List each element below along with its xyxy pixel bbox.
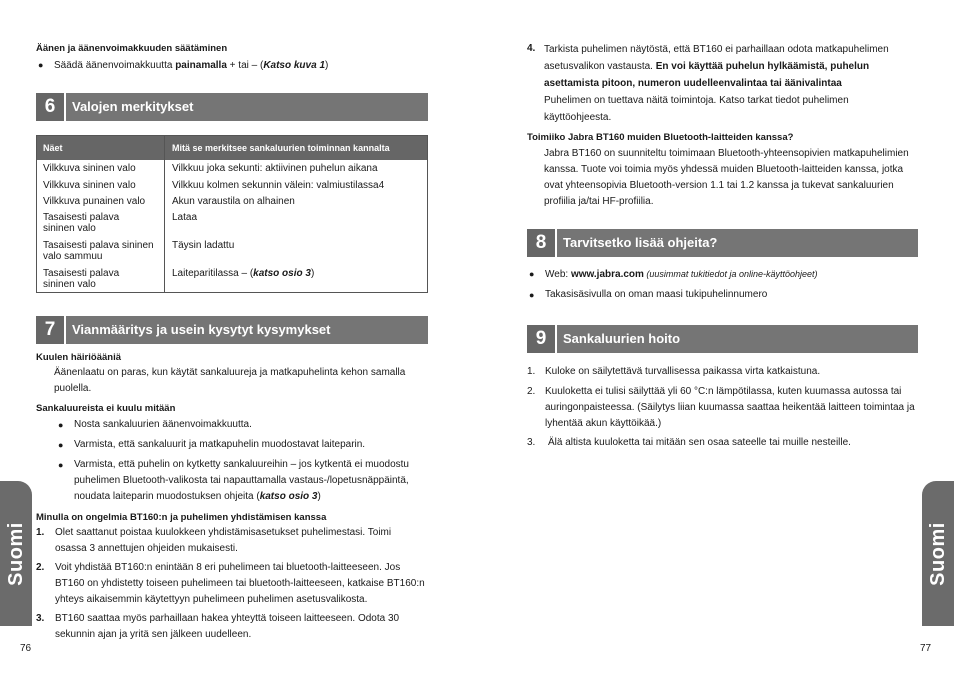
table-cell: Vilkkuu kolmen sekunnin välein: valmiustilassa4 xyxy=(172,180,385,191)
list-number: 2. xyxy=(36,562,45,573)
no-sound-heading: Sankaluureista ei kuulu mitään xyxy=(36,403,176,414)
noise-heading: Kuulen häiriöääniä xyxy=(36,352,121,363)
help-web: Web: www.jabra.com (uusimmat tukitiedot ja online-käyttöohjeet) xyxy=(545,269,818,280)
other-devices-heading: Toimiiko Jabra BT160 muiden Bluetooth-laitteiden kanssa? xyxy=(527,132,794,143)
item-4-text: Tarkista puhelimen näytöstä, että BT160 ei parhaillaan odota matkapuhelimen asetusvalikon vastausta. En voi käyttää puhelun hylkäämistä, puhelun asettamista pitoon, numeron uudelleenvalintaa tai äänivalintaa Puhelimen on tuettava näitä toimintoja. Katso tarkat tiedot puhelimen käyttöohjeesta. xyxy=(544,44,889,123)
section-number: 7 xyxy=(36,316,64,344)
language-tab-label: Suomi xyxy=(927,521,949,586)
care-item: Älä altista kuuloketta tai mitään sen osaa sateelle tai muille nesteille. xyxy=(548,437,851,448)
list-number: 1. xyxy=(36,527,45,538)
volume-bullet-text: Säädä äänenvoimakkuutta painamalla + tai – (Katso kuva 1) xyxy=(54,60,329,71)
section-number: 8 xyxy=(527,229,555,257)
column-divider xyxy=(164,136,165,292)
section-number: 6 xyxy=(36,93,64,121)
section-title: Tarvitsetko lisää ohjeita? xyxy=(557,229,918,257)
connect-heading: Minulla on ongelmia BT160:n ja puhelimen yhdistämisen kanssa xyxy=(36,512,327,523)
section-8-header xyxy=(527,229,918,257)
language-tab-label: Suomi xyxy=(5,521,27,586)
section-6-header xyxy=(36,93,428,121)
table-header-cell: Mitä se merkitsee sankaluurien toiminnan kannalta xyxy=(172,143,390,153)
bullet-icon: ● xyxy=(38,60,44,70)
table-cell: Lataa xyxy=(172,212,198,223)
list-number: 3. xyxy=(36,613,45,624)
table-cell: Vilkkuva sininen valo xyxy=(43,163,136,174)
table-cell: Vilkkuva punainen valo xyxy=(43,196,146,207)
table-cell: Vilkkuu joka sekunti: aktiivinen puhelun aikana xyxy=(172,163,378,174)
list-number: 1. xyxy=(527,366,536,377)
bullet-icon: ● xyxy=(58,420,64,430)
connect-item: BT160 saattaa myös parhaillaan hakea yhteyttä toiseen laitteeseen. Odota 30 sekunnin ajan ja yritä sen jälkeen uudelleen. xyxy=(55,613,400,640)
bullet-icon: ● xyxy=(529,269,535,279)
table-cell: Laiteparitilassa – (katso osio 3) xyxy=(172,268,315,279)
connect-item: Olet saattanut poistaa kuulokkeen yhdistämisasetukset puhelimestasi. Toimi osassa 3 annettujen ohjeiden mukaisesti. xyxy=(55,527,392,554)
table-header-cell: Näet xyxy=(43,143,63,153)
jabra-link[interactable]: www.jabra.com xyxy=(570,269,644,280)
no-sound-bullet: Varmista, että puhelin on kytketty sankaluureihin – jos kytkentä ei muodostu puhelimen Bluetooth-valikosta tai napauttamalla vastaus-/lopetusnäppäintä, noudata laiteparin muodostuksen ohjeita (katso osio 3) xyxy=(74,459,409,502)
table-cell: Tasaisesti palava sininen valo sammuu xyxy=(43,240,154,262)
language-tab xyxy=(0,481,32,626)
table-cell: Täysin ladattu xyxy=(172,240,235,251)
section-number: 9 xyxy=(527,325,555,353)
care-item: Kuuloketta ei tulisi säilyttää yli 60 °C:n lämpötilassa, kuten kuumassa autossa tai auringonpaisteessa. (Säilytys liian kuumassa saattaa heikentää laitteen toimintaa ja lyhentää akun käyttöikää.) xyxy=(545,386,915,429)
section-title: Sankaluurien hoito xyxy=(557,325,918,353)
section-7-header xyxy=(36,316,428,344)
table-cell: Tasaisesti palava sininen valo xyxy=(43,212,120,234)
lights-table xyxy=(36,135,428,293)
list-number: 3. xyxy=(527,437,536,448)
no-sound-bullet: Nosta sankaluurien äänenvoimakkuutta. xyxy=(74,419,252,430)
page-number: 77 xyxy=(920,643,932,654)
other-devices-text: Jabra BT160 on suunniteltu toimimaan Bluetooth-yhteensopivien matkapuhelimien kanssa. Tuote voi toimia myös yhdessä muiden Bluetooth-laitteiden kanssa, jotka ovat yhteensopivia Bluetooth-version 1.1 tai 1.2 kanssa ja tukevat sankaluurien profiilia ja/tai HF-profiilia. xyxy=(544,148,909,207)
table-cell: Tasaisesti palava sininen valo xyxy=(43,268,120,290)
care-item: Kuloke on säilytettävä turvallisessa paikassa virta katkaistuna. xyxy=(545,366,821,377)
section-title: Valojen merkitykset xyxy=(66,93,428,121)
bullet-icon: ● xyxy=(58,440,64,450)
list-number: 4. xyxy=(527,43,536,54)
page-number: 76 xyxy=(20,643,32,654)
connect-item: Voit yhdistää BT160:n enintään 8 eri puhelimeen tai bluetooth-laitteeseen. Jos BT160 on yhdistetty toiseen puhelimeen tai bluetooth-laitteeseen, katkaise BT160:n yhteys aikaisemmin käytettyyn puhelimeen puhelimen asetusvalikosta. xyxy=(55,562,425,605)
bullet-icon: ● xyxy=(529,290,535,300)
noise-text: Äänenlaatu on paras, kun käytät sankaluureja ja matkapuhelinta kehon samalla puolella. xyxy=(54,367,406,394)
table-header xyxy=(37,136,427,160)
volume-heading: Äänen ja äänenvoimakkuuden säätäminen xyxy=(36,43,228,54)
list-number: 2. xyxy=(527,386,536,397)
table-cell: Vilkkuva sininen valo xyxy=(43,180,136,191)
help-back: Takasisäsivulla on oman maasi tukipuhelinnumero xyxy=(545,289,768,300)
no-sound-bullet: Varmista, että sankaluurit ja matkapuhelin muodostavat laiteparin. xyxy=(74,439,366,450)
section-title: Vianmääritys ja usein kysytyt kysymykset xyxy=(66,316,428,344)
section-9-header xyxy=(527,325,918,353)
table-cell: Akun varaustila on alhainen xyxy=(172,196,295,207)
bullet-icon: ● xyxy=(58,460,64,470)
language-tab xyxy=(922,481,954,626)
